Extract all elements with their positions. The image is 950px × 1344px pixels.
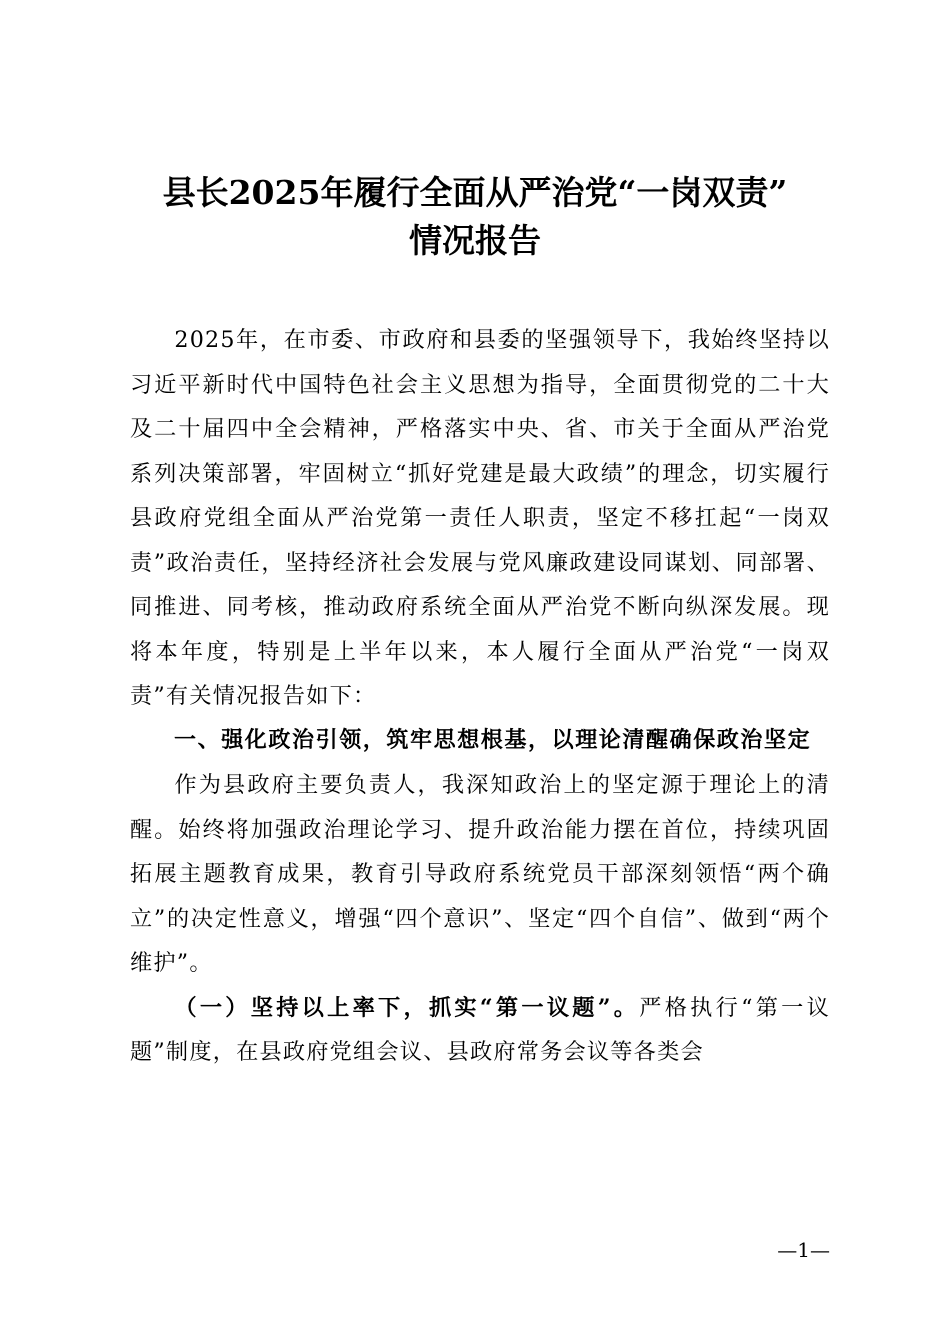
section-1-heading: 一、强化政治引领，筑牢思想根基，以理论清醒确保政治坚定 <box>174 727 812 753</box>
document-title-line-2: 情况报告 <box>409 221 541 260</box>
section-1-paragraph: 作为县政府主要负责人，我深知政治上的坚定源于理论上的清醒。始终将加强政治理论学习、提升政治能力摆在首位，持续巩固拓展主题教育成果，教育引导政府系统党员干部深刻领悟“两个确立”的决定性意义，增强“四个意识”、坚定“四个自信”、做到“两个维护”。 <box>130 772 830 976</box>
page-number: —1— <box>777 1238 830 1262</box>
intro-paragraph: 2025年，在市委、市政府和县委的坚强领导下，我始终坚持以习近平新时代中国特色社会主义思想为指导，全面贯彻党的二十大及二十届四中全会精神，严格落实中央、省、市关于全面从严治党系列决策部署，牢固树立“抓好党建是最大政绩”的理念，切实履行县政府党组全面从严治党第一责任人职责，坚定不移扛起“一岗双责”政治责任，坚持经济社会发展与党风廉政建设同谋划、同部署、同推进、同考核，推动政府系统全面从严治党不断向纵深发展。现将本年度，特别是上半年以来，本人履行全面从严治党“一岗双责”有关情况报告如下： <box>130 327 830 709</box>
subsection-1-text: 严格执行“第一议题”制度，在县政府党组会议、县政府常务会议等各类会 <box>130 994 830 1065</box>
subsection-1-heading: （一）坚持以上率下，抓实“第一议题”。 <box>174 994 640 1021</box>
document-body <box>130 318 830 1075</box>
subsection-1-paragraph <box>130 986 830 1075</box>
document-title-line-1: 县长2025年履行全面从严治党“一岗双责” <box>162 173 788 212</box>
